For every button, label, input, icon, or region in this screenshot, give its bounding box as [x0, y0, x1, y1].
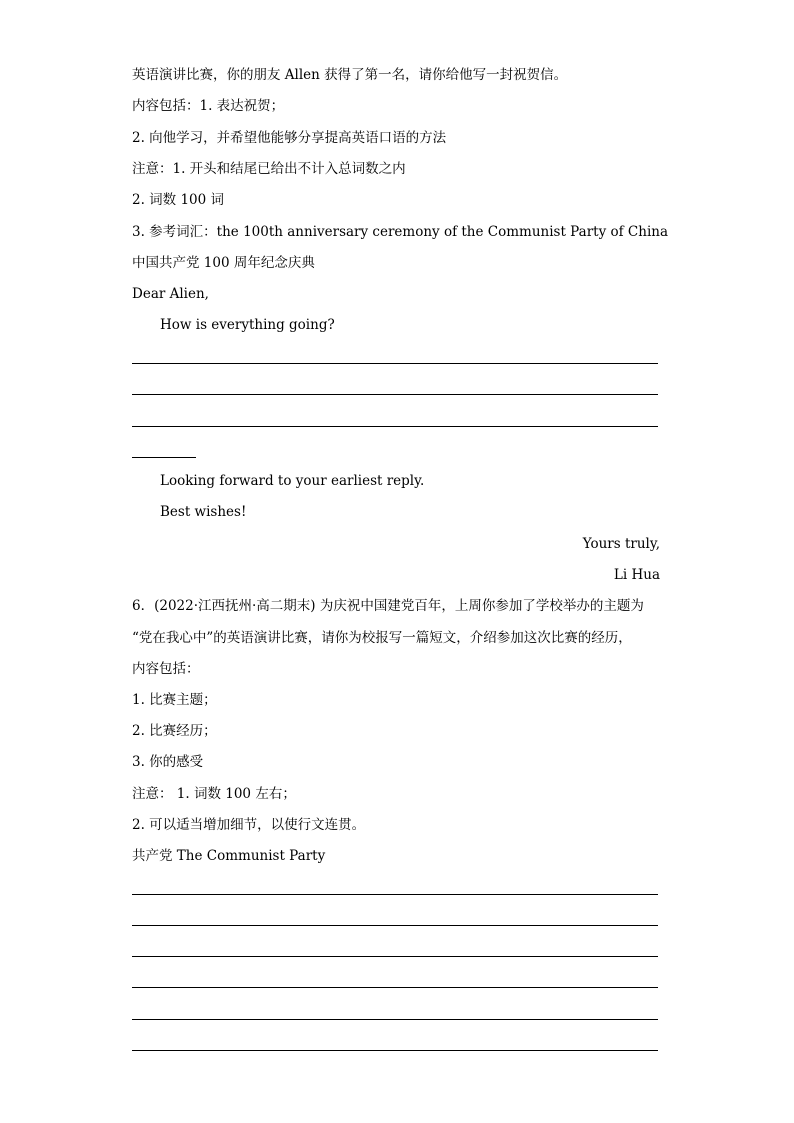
task5-content-1: 内容包括：1. 表达祝贺；: [132, 98, 285, 114]
letter-closing-1: Looking forward to your earliest reply.: [160, 473, 425, 489]
answer-line[interactable]: [132, 956, 658, 957]
answer-line[interactable]: [132, 426, 658, 427]
task6-note-1: 注意： 1. 词数 100 左右；: [132, 786, 296, 802]
answer-line[interactable]: [132, 894, 658, 895]
task6-heading-line2: “党在我心中”的英语演讲比赛，请你为校报写一篇短文，介绍参加这次比赛的经历，: [132, 630, 632, 646]
task6-content-label: 内容包括：: [132, 661, 200, 677]
task5-note-3: 3. 参考词汇：the 100th anniversary ceremony of the Communist Party of China: [132, 224, 669, 240]
task6-note-2: 2. 可以适当增加细节，以使行文连贯。: [132, 817, 366, 833]
task5-note-1: 注意：1. 开头和结尾已给出不计入总词数之内: [132, 161, 406, 177]
letter-closing-2: Best wishes!: [160, 504, 247, 520]
answer-line[interactable]: [132, 1019, 658, 1020]
letter-salutation: Dear Alien,: [132, 286, 209, 302]
task6-item-2: 2. 比赛经历；: [132, 723, 217, 739]
letter-signoff: Yours truly,: [582, 536, 660, 552]
answer-line[interactable]: [132, 987, 658, 988]
answer-line-short[interactable]: [132, 457, 196, 458]
task6-vocab: 共产党 The Communist Party: [132, 848, 326, 864]
answer-line[interactable]: [132, 363, 658, 364]
answer-line[interactable]: [132, 1050, 658, 1051]
answer-line[interactable]: [132, 394, 658, 395]
task6-heading-line1: 6．(2022·江西抚州·高二期末) 为庆祝中国建党百年，上周你参加了学校举办的主题为: [132, 598, 644, 614]
task5-intro: 英语演讲比赛，你的朋友 Allen 获得了第一名，请你给他写一封祝贺信。: [132, 67, 568, 83]
task6-item-1: 1. 比赛主题；: [132, 692, 217, 708]
letter-signature: Li Hua: [613, 567, 660, 583]
answer-line[interactable]: [132, 925, 658, 926]
task5-content-2: 2. 向他学习，并希望他能够分享提高英语口语的方法: [132, 130, 447, 146]
task6-item-3: 3. 你的感受: [132, 754, 204, 770]
letter-opening: How is everything going?: [160, 317, 335, 333]
task5-note-3-cn: 中国共产党 100 周年纪念庆典: [132, 255, 315, 271]
task5-note-2: 2. 词数 100 词: [132, 192, 225, 208]
